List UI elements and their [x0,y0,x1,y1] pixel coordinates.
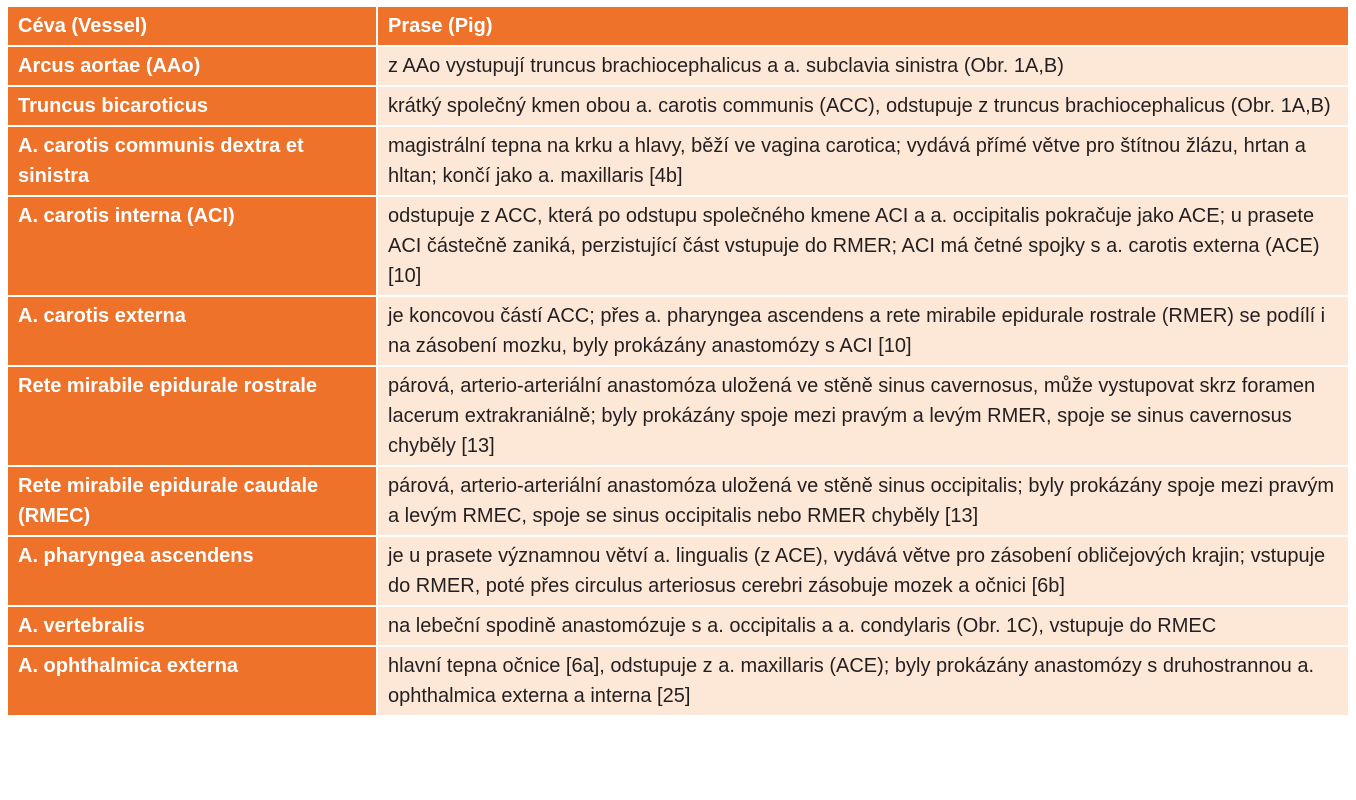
header-vessel: Céva (Vessel) [8,7,377,46]
vessel-description: párová, arterio-arteriální anastomóza uložená ve stěně sinus cavernosus, může vystupovat skrz foramen lacerum extrakraniálně; byly prokázány spoje mezi pravým a levým RMER, spoje se sinus cavernosus chyběly [13] [377,366,1348,466]
table-row [8,296,1348,366]
vessel-name: A. pharyngea ascendens [8,536,377,606]
vessel-description: magistrální tepna na krku a hlavy, běží ve vagina carotica; vydává přímé větve pro štítnou žlázu, hrtan a hltan; končí jako a. maxillaris [4b] [377,126,1348,196]
vessel-table-container [8,7,1348,717]
vessel-name: A. carotis externa [8,296,377,366]
vessel-name: A. vertebralis [8,606,377,646]
vessel-description: hlavní tepna očnice [6a], odstupuje z a. maxillaris (ACE); byly prokázány anastomózy s druhostrannou a. ophthalmica externa a interna [25] [377,646,1348,716]
vessel-description: krátký společný kmen obou a. carotis communis (ACC), odstupuje z truncus brachiocephalicus (Obr. 1A,B) [377,86,1348,126]
table-row [8,646,1348,716]
vessel-name: A. ophthalmica externa [8,646,377,716]
table-row [8,536,1348,606]
vessel-name: A. carotis communis dextra et sinistra [8,126,377,196]
vessel-name: A. carotis interna (ACI) [8,196,377,296]
vessel-comparison-table [8,7,1348,717]
table-row [8,86,1348,126]
table-row [8,366,1348,466]
vessel-name: Rete mirabile epidurale caudale (RMEC) [8,466,377,536]
table-row [8,466,1348,536]
vessel-description: na lebeční spodině anastomózuje s a. occipitalis a a. condylaris (Obr. 1C), vstupuje do RMEC [377,606,1348,646]
header-pig: Prase (Pig) [377,7,1348,46]
vessel-description: je u prasete významnou větví a. lingualis (z ACE), vydává větve pro zásobení obličejových krajin; vstupuje do RMER, poté přes circulus arteriosus cerebri zásobuje mozek a očnici [6b] [377,536,1348,606]
table-row [8,606,1348,646]
table-header [8,7,1348,46]
vessel-description: párová, arterio-arteriální anastomóza uložená ve stěně sinus occipitalis; byly prokázány spoje mezi pravým a levým RMEC, spoje se sinus occipitalis nebo RMER chyběly [13] [377,466,1348,536]
vessel-name: Rete mirabile epidurale rostrale [8,366,377,466]
table-row [8,46,1348,86]
vessel-description: z AAo vystupují truncus brachiocephalicus a a. subclavia sinistra (Obr. 1A,B) [377,46,1348,86]
vessel-name: Truncus bicaroticus [8,86,377,126]
vessel-description: je koncovou částí ACC; přes a. pharyngea ascendens a rete mirabile epidurale rostrale (RMER) se podílí i na zásobení mozku, byly prokázány anastomózy s ACI [10] [377,296,1348,366]
vessel-name: Arcus aortae (AAo) [8,46,377,86]
header-row [8,7,1348,46]
vessel-description: odstupuje z ACC, která po odstupu společného kmene ACI a a. occipitalis pokračuje jako ACE; u prasete ACI částečně zaniká, perzistující část vstupuje do RMER; ACI má četné spojky s a. carotis externa (ACE) [10] [377,196,1348,296]
table-body [8,46,1348,716]
table-row [8,196,1348,296]
table-row [8,126,1348,196]
